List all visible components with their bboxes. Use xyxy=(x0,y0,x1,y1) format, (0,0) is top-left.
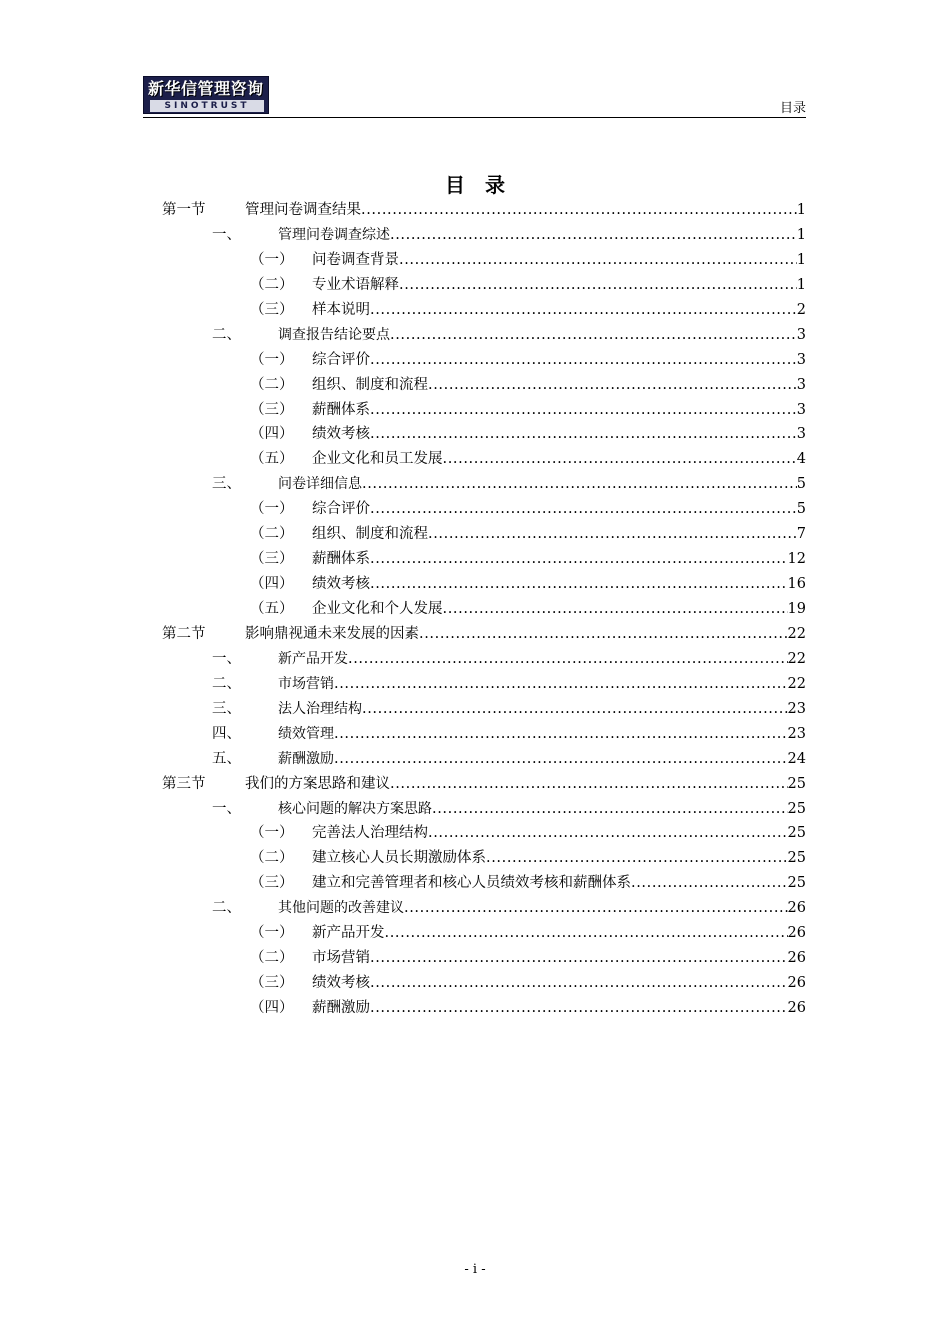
toc-entry-number: 一、 xyxy=(212,800,241,817)
toc-entry-number: （五） xyxy=(250,601,294,617)
toc-dot-leader xyxy=(370,422,797,447)
toc-entry-number: （一） xyxy=(250,925,294,942)
toc-dot-leader xyxy=(370,946,788,971)
toc-entry[interactable] xyxy=(162,323,806,348)
toc-dot-leader xyxy=(370,547,788,572)
toc-entry-page: 26 xyxy=(787,950,806,967)
toc-entry-number: （二） xyxy=(250,376,294,393)
toc-entry-page: 22 xyxy=(787,625,806,642)
toc-entry-line xyxy=(278,797,806,822)
toc-entry-number: （四） xyxy=(250,1000,294,1016)
toc-entry-title: 调查报告结论要点 xyxy=(278,326,390,343)
toc-entry-title: 法人治理结构 xyxy=(278,700,362,717)
toc-entry-line xyxy=(312,522,806,547)
toc-entry-number: （四） xyxy=(250,426,294,443)
toc-entry[interactable] xyxy=(162,797,806,822)
toc-dot-leader xyxy=(399,273,797,298)
toc-entry-line xyxy=(245,772,806,797)
toc-entry-line xyxy=(312,971,806,996)
toc-dot-leader xyxy=(486,846,788,871)
toc-entry-number: （三） xyxy=(250,875,294,892)
toc-dot-leader xyxy=(362,472,797,497)
toc-entry-page: 1 xyxy=(796,251,806,268)
toc-entry-number: 第二节 xyxy=(162,625,206,642)
toc-dot-leader xyxy=(334,722,788,747)
toc-entry-page: 1 xyxy=(796,276,806,293)
toc-entry-title: 问卷详细信息 xyxy=(278,476,362,493)
toc-entry-title: 我们的方案思路和建议 xyxy=(245,775,390,792)
page-number: - i - xyxy=(464,1262,486,1277)
toc-entry-page: 5 xyxy=(796,476,806,493)
toc-entry-line xyxy=(278,747,806,772)
toc-entry-line xyxy=(312,348,806,373)
toc-dot-leader xyxy=(370,398,797,423)
toc-entry-line xyxy=(312,447,806,472)
toc-entry-page: 4 xyxy=(796,451,806,468)
toc-dot-leader xyxy=(428,522,797,547)
toc-entry-title: 综合评价 xyxy=(312,501,370,518)
toc-entry-line xyxy=(278,223,806,248)
toc-entry-page: 25 xyxy=(787,850,806,867)
toc-dot-leader xyxy=(348,647,788,672)
header-section-label: 目录 xyxy=(779,101,806,116)
toc-entry-title: 新产品开发 xyxy=(278,650,348,667)
toc-entry-page: 25 xyxy=(787,800,806,817)
toc-dot-leader xyxy=(370,348,797,373)
toc-entry[interactable] xyxy=(162,821,806,846)
toc-dot-leader xyxy=(428,821,788,846)
toc-entry[interactable] xyxy=(162,672,806,697)
toc-entry-number: （一） xyxy=(250,825,294,842)
toc-dot-leader xyxy=(370,996,788,1021)
toc-entry-title: 组织、制度和流程 xyxy=(312,376,428,393)
toc-entry[interactable] xyxy=(162,597,806,622)
toc-entry-page: 23 xyxy=(787,700,806,717)
toc-entry-page: 1 xyxy=(796,202,806,218)
toc-entry-page: 7 xyxy=(796,526,806,543)
toc-dot-leader xyxy=(404,896,788,921)
toc-entry-line xyxy=(312,871,806,896)
toc-entry-line xyxy=(278,896,806,921)
toc-entry-page: 23 xyxy=(787,725,806,742)
toc-entry-title: 专业术语解释 xyxy=(312,276,399,293)
toc-dot-leader xyxy=(370,572,788,597)
toc-entry-number: （三） xyxy=(250,301,294,318)
toc-entry[interactable] xyxy=(162,298,806,323)
toc-entry-number: （三） xyxy=(250,401,294,418)
toc-entry-line xyxy=(312,996,806,1021)
toc-entry-title: 市场营销 xyxy=(278,675,334,692)
toc-entry-title: 绩效考核 xyxy=(312,426,370,443)
toc-entry-number: （一） xyxy=(250,501,294,518)
header-divider xyxy=(143,117,806,118)
toc-dot-leader xyxy=(443,597,788,622)
toc-entry-page: 5 xyxy=(796,501,806,518)
toc-entry[interactable] xyxy=(162,622,806,647)
toc-entry-title: 新产品开发 xyxy=(312,925,385,942)
toc-entry-number: （四） xyxy=(250,576,294,593)
toc-entry-line xyxy=(278,647,806,672)
toc-entry-line xyxy=(278,672,806,697)
toc-entry[interactable] xyxy=(162,348,806,373)
toc-entry-page: 26 xyxy=(787,975,806,992)
toc-entry-line xyxy=(312,946,806,971)
toc-dot-leader xyxy=(443,447,797,472)
toc-entry-page: 25 xyxy=(787,775,806,792)
toc-entry-page: 26 xyxy=(787,1000,806,1016)
toc-entry-title: 管理问卷调查结果 xyxy=(245,202,361,218)
toc-entry-title: 样本说明 xyxy=(312,301,370,318)
toc-entry-title: 企业文化和员工发展 xyxy=(312,451,443,468)
toc-dot-leader xyxy=(419,622,788,647)
toc-dot-leader xyxy=(399,248,797,273)
toc-dot-leader xyxy=(385,921,788,946)
toc-dot-leader xyxy=(390,223,797,248)
toc-dot-leader xyxy=(370,298,797,323)
toc-entry[interactable] xyxy=(162,871,806,896)
toc-entry[interactable] xyxy=(162,572,806,597)
toc-dot-leader xyxy=(390,772,788,797)
sinotrust-logo xyxy=(143,76,269,114)
toc-entry-title: 综合评价 xyxy=(312,351,370,368)
toc-entry-number: （一） xyxy=(250,351,294,368)
toc-entry[interactable] xyxy=(162,522,806,547)
toc-entry[interactable] xyxy=(162,497,806,522)
toc-dot-leader xyxy=(370,971,788,996)
toc-dot-leader xyxy=(361,198,797,223)
toc-entry-title: 建立和完善管理者和核心人员绩效考核和薪酬体系 xyxy=(312,875,631,892)
toc-dot-leader xyxy=(428,373,797,398)
toc-dot-leader xyxy=(334,747,788,772)
toc-entry-line xyxy=(312,572,806,597)
toc-entry-page: 3 xyxy=(796,351,806,368)
toc-entry-number: 三、 xyxy=(212,700,241,717)
toc-entry-line xyxy=(312,821,806,846)
toc-entry-line xyxy=(312,921,806,946)
toc-entry-page: 26 xyxy=(787,900,806,917)
toc-entry-line xyxy=(245,622,806,647)
toc-entry-number: 四、 xyxy=(212,725,241,742)
toc-entry-number: 二、 xyxy=(212,675,241,692)
toc-entry-title: 问卷调查背景 xyxy=(312,251,399,268)
toc-entry-number: （二） xyxy=(250,950,294,967)
toc-entry-number: 一、 xyxy=(212,226,241,243)
toc-entry[interactable] xyxy=(162,472,806,497)
toc-entry-page: 1 xyxy=(796,226,806,243)
toc-entry-line xyxy=(278,697,806,722)
toc-entry-page: 19 xyxy=(787,601,806,617)
toc-entry[interactable] xyxy=(162,647,806,672)
toc-entry-number: （三） xyxy=(250,551,294,568)
toc-entry-number: （二） xyxy=(250,526,294,543)
toc-entry-number: 二、 xyxy=(212,326,241,343)
toc-entry-title: 影响鼎视通未来发展的因素 xyxy=(245,625,419,642)
toc-entry-line xyxy=(312,497,806,522)
toc-entry[interactable] xyxy=(162,996,806,1021)
toc-entry-title: 市场营销 xyxy=(312,950,370,967)
toc-entry-title: 核心问题的解决方案思路 xyxy=(278,800,432,817)
toc-entry-page: 3 xyxy=(796,426,806,443)
toc-entry-line xyxy=(312,547,806,572)
toc-entry-line xyxy=(245,198,806,223)
toc-entry-line xyxy=(312,273,806,298)
toc-entry[interactable] xyxy=(162,198,806,223)
toc-entry-number: 一、 xyxy=(212,650,241,667)
toc-entry[interactable] xyxy=(162,547,806,572)
toc-entry-page: 3 xyxy=(796,326,806,343)
toc-dot-leader xyxy=(362,697,788,722)
toc-entry-page: 25 xyxy=(787,825,806,842)
toc-entry-number: 五、 xyxy=(212,750,241,767)
toc-entry-number: 第三节 xyxy=(162,775,206,792)
toc-entry-title: 其他问题的改善建议 xyxy=(278,900,404,917)
toc-entry[interactable] xyxy=(162,747,806,772)
toc-entry-title: 绩效管理 xyxy=(278,725,334,742)
toc-entry-number: 三、 xyxy=(212,476,241,493)
toc-entry-page: 22 xyxy=(787,675,806,692)
toc-entry-page: 3 xyxy=(796,376,806,393)
toc-entry-title: 薪酬体系 xyxy=(312,551,370,568)
toc-entry[interactable] xyxy=(162,447,806,472)
toc-entry-number: （二） xyxy=(250,850,294,867)
toc-entry-page: 2 xyxy=(796,301,806,318)
toc-entry-line xyxy=(312,398,806,423)
toc-entry-line xyxy=(312,248,806,273)
logo-english-text: SINOTRUST xyxy=(150,100,264,112)
logo-chinese-text: 新华信管理咨询 xyxy=(148,79,264,98)
toc-entry[interactable] xyxy=(162,971,806,996)
toc-entry[interactable] xyxy=(162,223,806,248)
toc-entry-title: 组织、制度和流程 xyxy=(312,526,428,543)
toc-entry-title: 完善法人治理结构 xyxy=(312,825,428,842)
toc-entry-title: 薪酬激励 xyxy=(278,750,334,767)
toc-entry-line xyxy=(312,846,806,871)
toc-entry-line xyxy=(312,298,806,323)
page-title: 目录 xyxy=(445,173,525,197)
toc-entry-page: 24 xyxy=(787,750,806,767)
toc-dot-leader xyxy=(390,323,797,348)
toc-entry-number: （一） xyxy=(250,251,294,268)
toc-entry[interactable] xyxy=(162,398,806,423)
toc-entry-line xyxy=(312,597,806,622)
toc-entry[interactable] xyxy=(162,946,806,971)
toc-entry-title: 绩效考核 xyxy=(312,576,370,593)
toc-entry-number: （五） xyxy=(250,451,294,468)
toc-entry[interactable] xyxy=(162,921,806,946)
toc-entry[interactable] xyxy=(162,846,806,871)
toc-entry-number: （二） xyxy=(250,276,294,293)
toc-entry-title: 建立核心人员长期激励体系 xyxy=(312,850,486,867)
toc-entry[interactable] xyxy=(162,248,806,273)
toc-entry-page: 3 xyxy=(796,401,806,418)
page-header xyxy=(143,76,806,118)
toc-entry-title: 薪酬体系 xyxy=(312,401,370,418)
toc-entry-line xyxy=(312,422,806,447)
toc-entry[interactable] xyxy=(162,772,806,797)
toc-entry[interactable] xyxy=(162,697,806,722)
toc-entry-number: 第一节 xyxy=(162,202,206,218)
toc-entry-page: 22 xyxy=(787,650,806,667)
toc-entry[interactable] xyxy=(162,896,806,921)
toc-entry-page: 16 xyxy=(787,576,806,593)
toc-entry[interactable] xyxy=(162,422,806,447)
toc-entry-line xyxy=(312,373,806,398)
toc-entry-page: 25 xyxy=(787,875,806,892)
toc-entry-page: 12 xyxy=(787,551,806,568)
toc-entry-page: 26 xyxy=(787,925,806,942)
toc-dot-leader xyxy=(370,497,797,522)
toc-entry-number: 二、 xyxy=(212,900,241,917)
toc-entry-title: 企业文化和个人发展 xyxy=(312,601,443,617)
toc-entry-number: （三） xyxy=(250,975,294,992)
toc-entry[interactable] xyxy=(162,273,806,298)
toc-entry[interactable] xyxy=(162,373,806,398)
toc-entry-title: 管理问卷调查综述 xyxy=(278,226,390,243)
toc-dot-leader xyxy=(631,871,788,896)
toc-entry-line xyxy=(278,323,806,348)
toc-dot-leader xyxy=(334,672,788,697)
table-of-contents xyxy=(162,198,806,1021)
toc-dot-leader xyxy=(432,797,788,822)
toc-entry[interactable] xyxy=(162,722,806,747)
toc-entry-line xyxy=(278,722,806,747)
toc-entry-title: 绩效考核 xyxy=(312,975,370,992)
toc-entry-line xyxy=(278,472,806,497)
toc-entry-title: 薪酬激励 xyxy=(312,1000,370,1016)
